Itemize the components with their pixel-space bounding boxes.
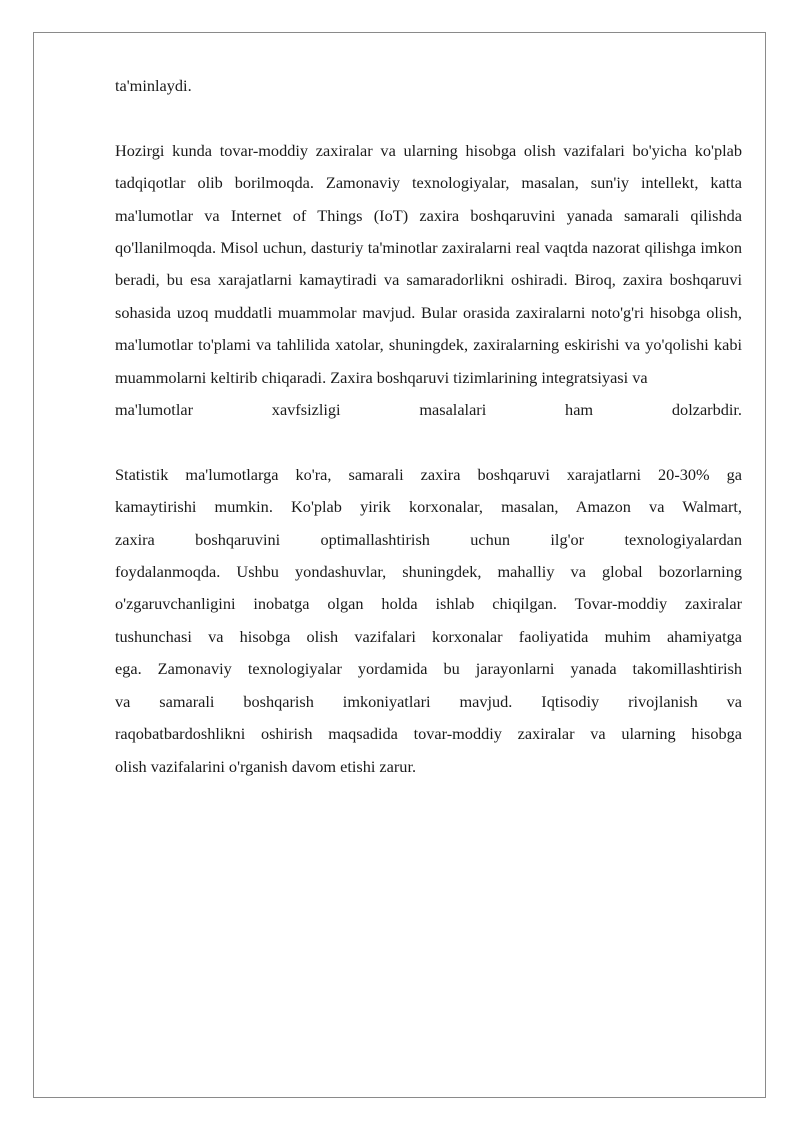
document-body: [115, 70, 742, 783]
paragraph-line: va samarali boshqarish imkoniyatlari mavjud. Iqtisodiy rivojlanish va: [115, 691, 742, 711]
paragraph-line: kamaytirishi mumkin. Ko'plab yirik korxonalar, masalan, Amazon va Walmart,: [115, 497, 742, 517]
paragraph-line: zaxira boshqaruvini optimallashtirish uchun ilg'or texnologiyalardan: [115, 529, 742, 549]
paragraph-line: foydalanmoqda. Ushbu yondashuvlar, shuningdek, mahalliy va global bozorlarning: [115, 562, 742, 582]
paragraph-line: olish vazifalarini o'rganish davom etishi zarur.: [115, 756, 417, 776]
paragraph-line: Statistik ma'lumotlarga ko'ra, samarali zaxira boshqaruvi xarajatlarni 20-30% ga: [115, 464, 742, 484]
paragraph-gap: [115, 102, 742, 134]
paragraph-statistics: [115, 459, 742, 783]
paragraph-line: ega. Zamonaviy texnologiyalar yordamida bu jarayonlarni yanada takomillashtirish: [115, 659, 742, 679]
paragraph-research: Hozirgi kunda tovar-moddiy zaxiralar va ularning hisobga olish vazifalari bo'yicha ko'plab tadqiqotlar olib borilmoqda. Zamonaviy texnologiyalar, masalan, sun'iy intellekt, katta ma'lumotlar va Internet of Things (IoT) zaxira boshqaruvini yanada samarali qilishda qo'llanilmoqda. Misol uchun, dasturiy ta'minotlar zaxiralarni real vaqtda nazorat qilishga imkon beradi, bu esa xarajatlarni kamaytiradi va samaradorlikni oshiradi. Biroq, zaxira boshqaruvi sohasida uzoq muddatli muammolar mavjud. Bular orasida zaxiralarni noto'g'ri hisobga olish, ma'lumotlar to'plami va tahlilida xatolar, shuningdek, zaxiralarning eskirishi va yo'qolishi kabi muammolarni keltirib chiqaradi. Zaxira boshqaruvi tizimlarining integratsiyasi va: [115, 140, 742, 387]
paragraph-gap: [115, 426, 742, 458]
paragraph-continuation: ta'minlaydi.: [115, 76, 192, 95]
paragraph-line: o'zgaruvchanligini inobatga olgan holda ishlab chiqilgan. Tovar-moddiy zaxiralar: [115, 594, 742, 614]
paragraph-line: raqobatbardoshlikni oshirish maqsadida tovar-moddiy zaxiralar va ularning hisobga: [115, 724, 742, 744]
paragraph-line: tushunchasi va hisobga olish vazifalari korxonalar faoliyatida muhim ahamiyatga: [115, 626, 742, 646]
paragraph-research-last-line: ma'lumotlar xavfsizligi masalalari ham dolzarbdir.: [115, 400, 742, 420]
